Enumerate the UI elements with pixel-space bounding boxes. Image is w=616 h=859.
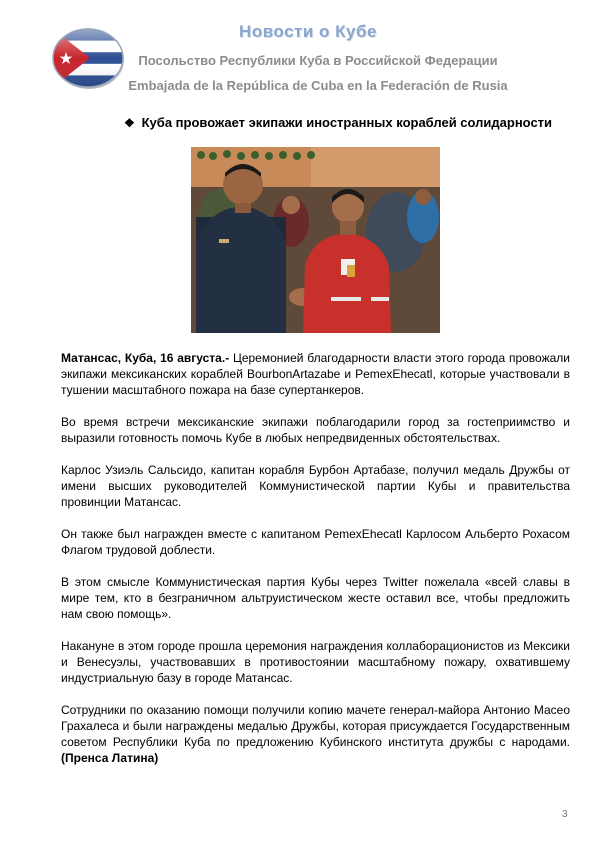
embassy-name-ru: Посольство Республики Куба в Российской Федерации [138, 53, 498, 68]
page-number: 3 [562, 809, 568, 820]
award-ceremony-photo [191, 147, 440, 333]
article-source: (Пренса Латина) [61, 751, 159, 765]
article-paragraph-4: Он также был награжден вместе с капитаном PemexEhecatl Карлосом Альберто Рохасом Флагом трудовой доблести. [61, 527, 570, 557]
newsletter-title: Новости о Кубе [239, 22, 377, 41]
embassy-name-es: Embajada de la República de Cuba en la Federación de Rusia [128, 78, 508, 93]
article-paragraph-2: Во время встречи мексиканские экипажи поблагодарили город за гостеприимство и выразили готовность помочь Кубе в любых непредвиденных обстоятельствах. [61, 415, 570, 445]
article-paragraph-6: Накануне в этом городе прошла церемония награждения коллаборационистов из Мексики и Венесуэлы, участвовавших в противостоянии масштабному пожару, охватившему индустриальную базу в городе Матансас. [61, 639, 570, 685]
diamond-bullet-icon: ❖ [124, 116, 135, 130]
article-paragraph-7 [61, 702, 570, 766]
article-paragraph-3: Карлос Узиэль Сальсидо, капитан корабля Бурбон Артабазе, получил медаль Дружбы от имени высших руководителей Коммунистической партии Кубы и правительства провинции Матансас. [61, 463, 570, 509]
article-paragraph-1 [61, 350, 570, 398]
article-paragraph-5: В этом смысле Коммунистическая партия Кубы через Twitter пожелала «всей славы в мире тем, кто в безграничном альтруистическом жесте оставил все, чтобы предложить нам свою помощь». [61, 575, 570, 621]
article-headline: Куба провожает экипажи иностранных кораблей солидарности [141, 115, 553, 130]
article-paragraph-1-text: Церемонией благодарности власти этого города провожали экипажи мексиканских кораблей BourbonArtazabe и PemexEhecatl, которые участвовали в тушении масштабного пожара на базе супертанкеров. [61, 351, 570, 397]
article-headline-row [124, 115, 552, 130]
article-dateline: Матансас, Куба, 16 августа.- [61, 351, 230, 365]
article-body [61, 350, 570, 766]
article-paragraph-7-text: Сотрудники по оказанию помощи получили копию мачете генерал-майора Антонио Масео Грахалеса и были награждены медалью Дружбы, которая присуждается Государственным советом Республики Куба по предложению Кубинского института дружбы с народами. [61, 703, 570, 749]
